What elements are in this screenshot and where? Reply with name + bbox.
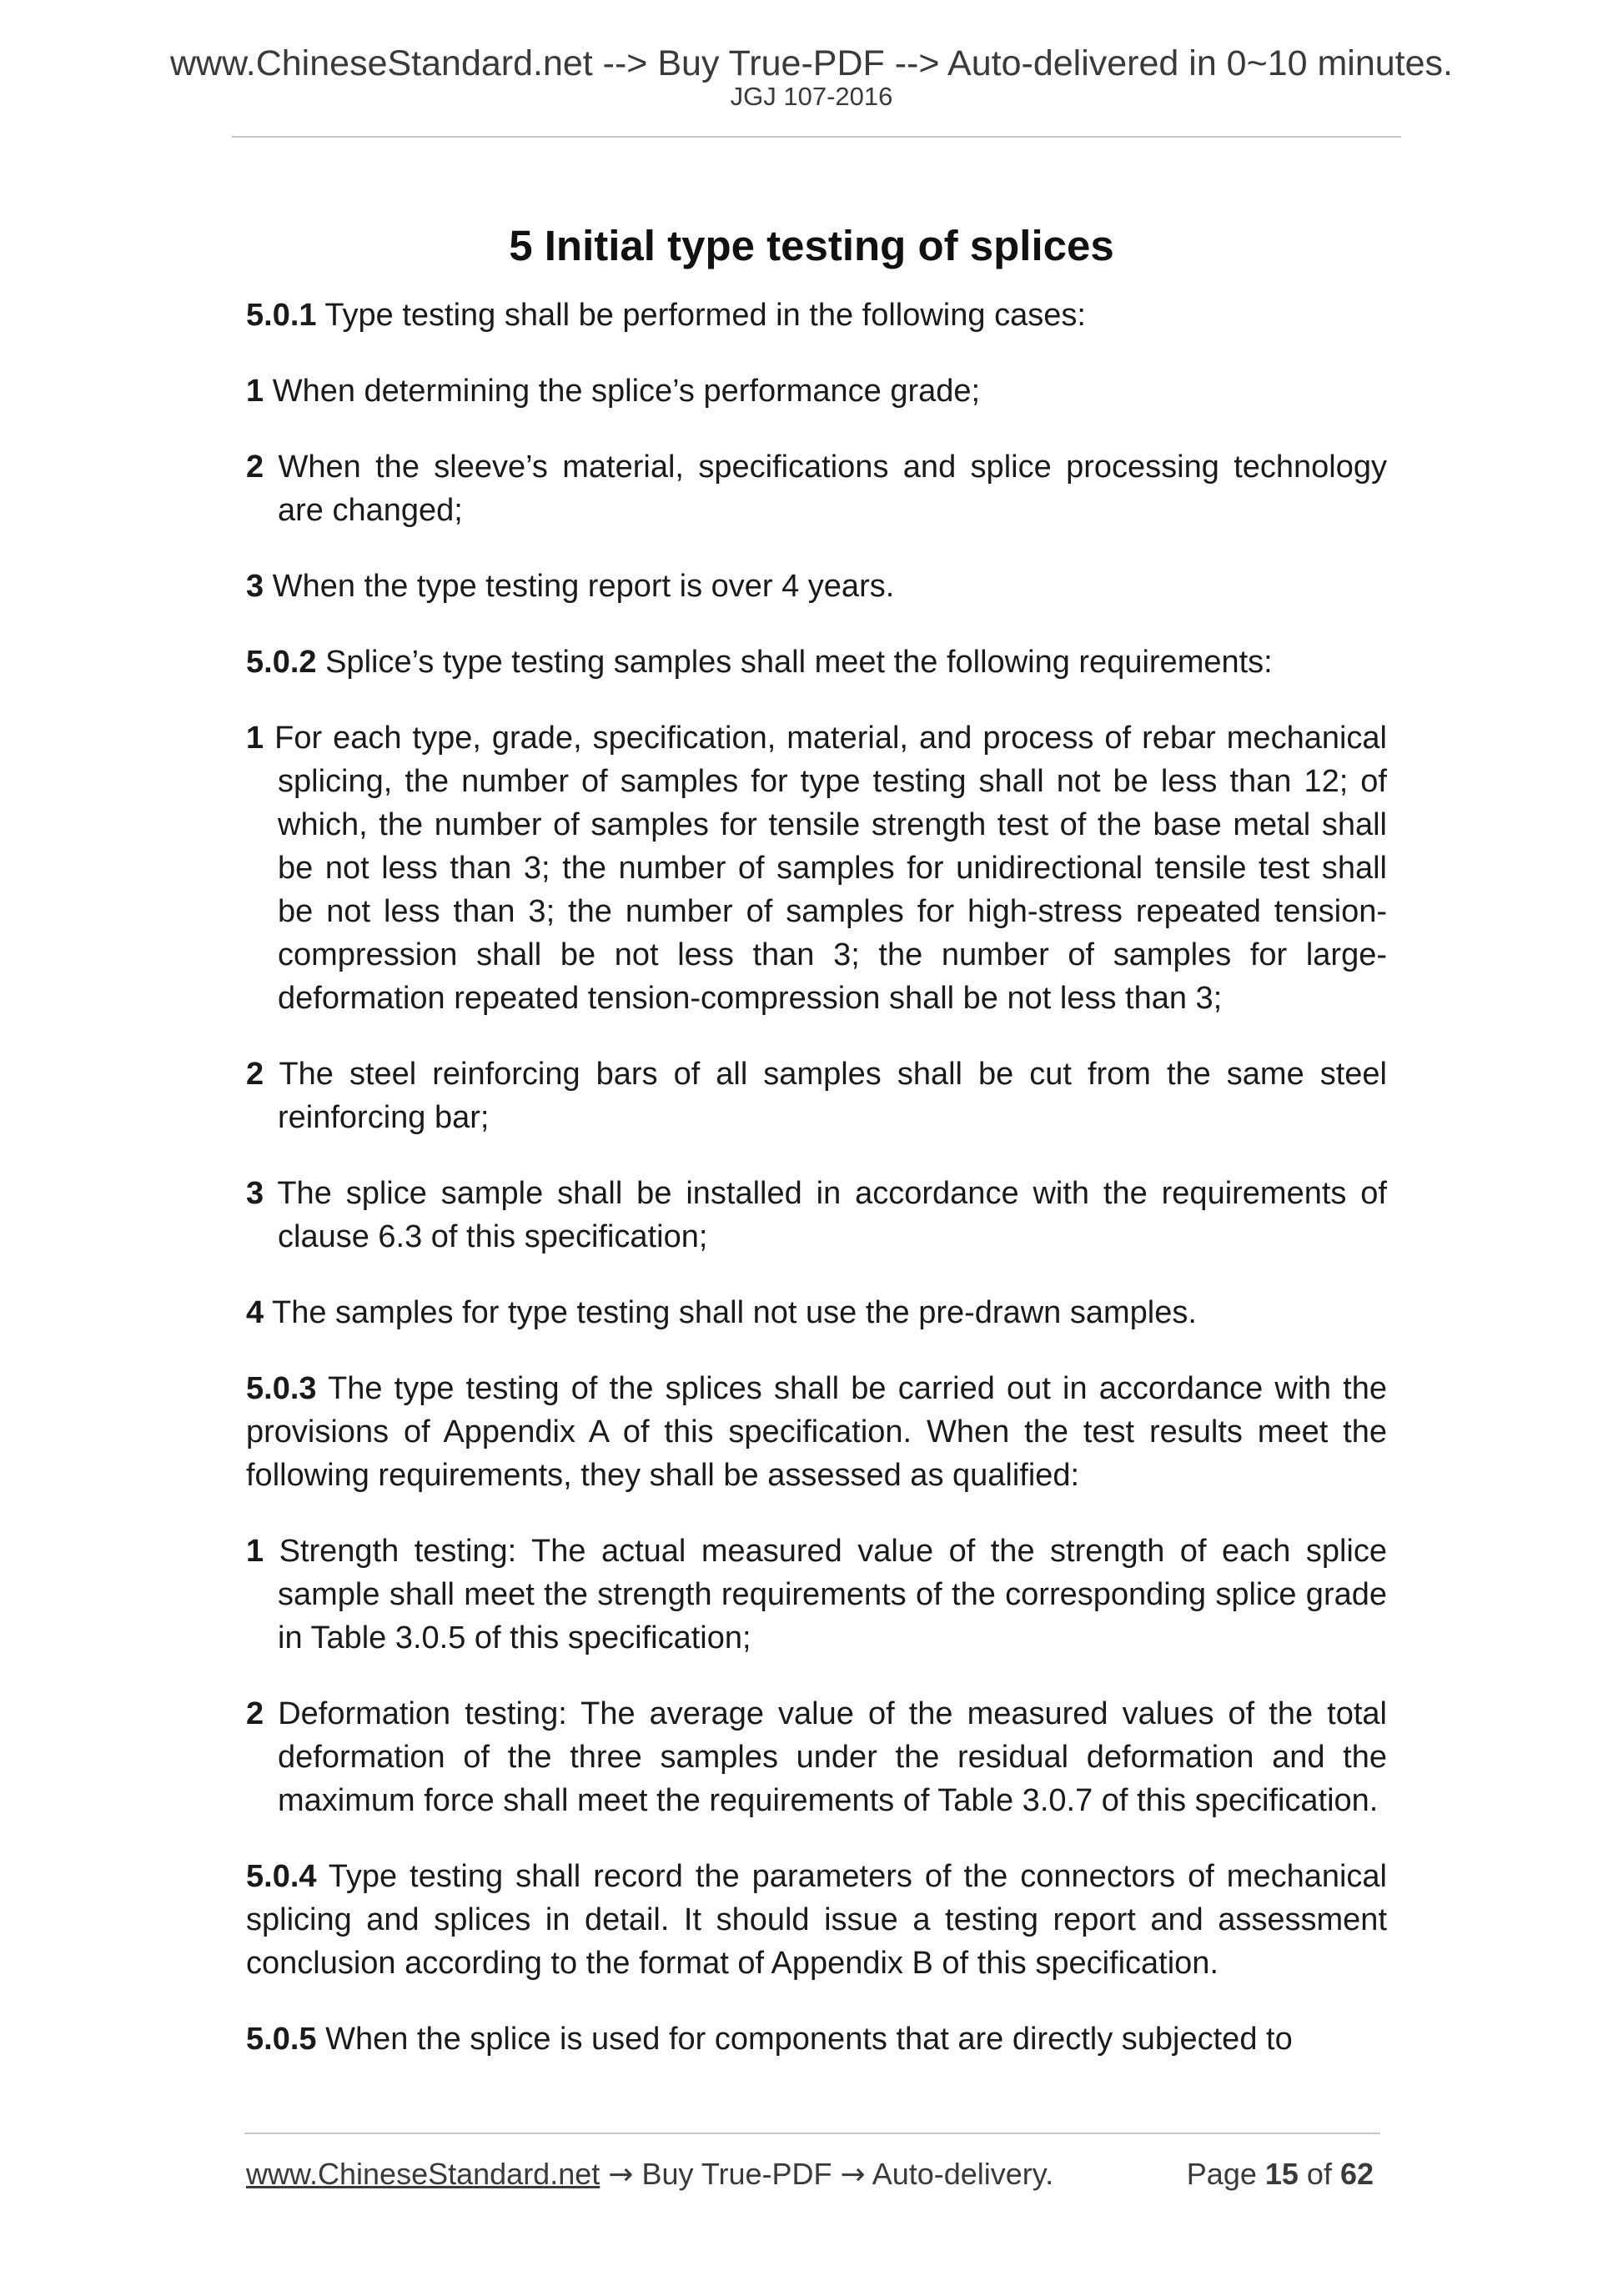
item-text: When the type testing report is over 4 years. — [264, 569, 895, 604]
clause-text: Type testing shall record the parameters of the connectors of mechanical splicing and splices in detail. It should issue a testing report and assessment conclusion according to the format of Appendix B of this specification. — [246, 1859, 1387, 1981]
clause-5-0-5 — [246, 2017, 1387, 2061]
clause-5-0-3 — [246, 1367, 1387, 1497]
list-item — [246, 1291, 1387, 1334]
item-number: 2 — [246, 1696, 264, 1731]
footer-promo — [246, 2156, 1053, 2193]
buy-text: Buy True-PDF — [633, 2157, 841, 2191]
item-text: When the sleeve’s material, specifications and splice processing technology are changed; — [264, 450, 1387, 528]
clause-text: Type testing shall be performed in the following cases: — [316, 298, 1086, 333]
item-number: 3 — [246, 1176, 264, 1211]
list-item — [246, 1692, 1387, 1822]
item-number: 1 — [246, 374, 264, 409]
item-text: The samples for type testing shall not use the pre-drawn samples. — [264, 1295, 1197, 1330]
clause-text: The type testing of the splices shall be carried out in accordance with the provisions of Appendix A of this specification. When the test results meet the following requirements, they shall be assessed as qualified: — [246, 1371, 1387, 1493]
list-item — [246, 1530, 1387, 1660]
list-item — [246, 445, 1387, 532]
item-number: 4 — [246, 1295, 264, 1330]
item-text: Deformation testing: The average value of the measured values of the total deformation of the three samples under the residual deformation and the maximum force shall meet the requirements of Table 3.0.7 of this specification. — [264, 1696, 1387, 1818]
item-text: Strength testing: The actual measured value of the strength of each splice sample shall meet the strength requirements of the corresponding splice grade in Table 3.0.5 of this specification; — [264, 1534, 1387, 1655]
header-divider — [232, 136, 1401, 138]
item-text: For each type, grade, specification, material, and process of rebar mechanical splicing, the number of samples for type testing shall not be less than 12; of which, the number of samples for tensile strength test of the base metal shall be not less than 3; the number of samples for unidirectional tensile test shall be not less than 3; the number of samples for high-stress repeated tension-compression shall be not less than 3; the number of samples for large-deformation repeated tension-compression shall be not less than 3; — [264, 721, 1387, 1016]
total-page-count: 62 — [1339, 2157, 1374, 2191]
item-number: 1 — [246, 721, 264, 756]
clause-number: 5.0.2 — [246, 645, 317, 680]
item-number: 3 — [246, 569, 264, 604]
site-link[interactable]: www.ChineseStandard.net — [246, 2157, 600, 2191]
item-text: The steel reinforcing bars of all samples shall be cut from the same steel reinforcing bar; — [264, 1057, 1387, 1135]
of-label: of — [1298, 2157, 1340, 2191]
item-number: 2 — [246, 450, 264, 485]
clause-text: Splice’s type testing samples shall meet the following requirements: — [316, 645, 1273, 680]
item-number: 2 — [246, 1057, 264, 1092]
item-text: When determining the splice’s performance grade; — [264, 374, 981, 409]
clause-number: 5.0.5 — [246, 2022, 317, 2057]
current-page-number: 15 — [1264, 2157, 1299, 2191]
page-indicator — [1187, 2156, 1374, 2192]
clause-text: When the splice is used for components that are directly subjected to — [316, 2022, 1293, 2057]
clause-number: 5.0.4 — [246, 1859, 317, 1894]
page-label: Page — [1186, 2157, 1265, 2191]
chapter-title: 5 Initial type testing of splices — [509, 222, 1114, 270]
list-item — [246, 1172, 1387, 1259]
delivery-text: Auto-delivery. — [865, 2157, 1054, 2191]
clause-5-0-4 — [246, 1855, 1387, 1985]
list-item — [246, 716, 1387, 1020]
clause-number: 5.0.1 — [246, 298, 317, 333]
list-item — [246, 1053, 1387, 1139]
list-item — [246, 565, 1387, 608]
arrow-right-icon: → — [840, 2158, 866, 2192]
item-number: 1 — [246, 1534, 264, 1569]
clause-5-0-1 — [246, 294, 1387, 337]
item-text: The splice sample shall be installed in accordance with the requirements of clause 6.3 of this specification; — [264, 1176, 1387, 1254]
document-code: JGJ 107-2016 — [730, 82, 893, 111]
arrow-right-icon: → — [608, 2158, 634, 2192]
clause-5-0-2 — [246, 641, 1387, 684]
document-body — [246, 294, 1387, 2093]
clause-number: 5.0.3 — [246, 1371, 317, 1406]
list-item — [246, 369, 1387, 413]
site-banner: www.ChineseStandard.net --> Buy True-PDF --> Auto-delivered in 0~10 minutes. — [169, 43, 1453, 83]
footer-divider — [244, 2133, 1380, 2134]
